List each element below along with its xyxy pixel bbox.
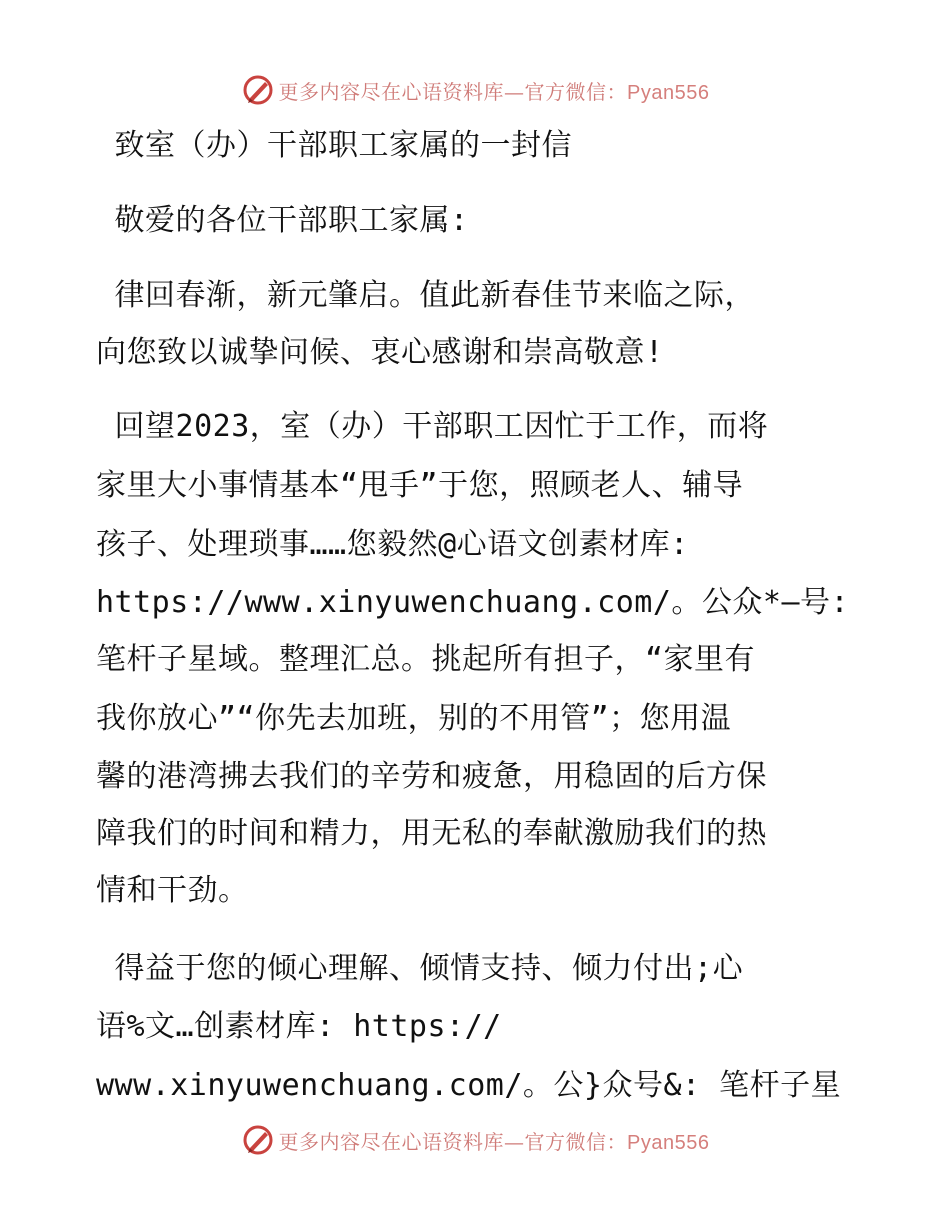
footer-banner-text: 更多内容尽在心语资料库—官方微信： — [278, 1129, 628, 1154]
pen-logo-icon — [241, 1123, 275, 1157]
body-line: 孩子、处理琐事……您毅然@心语文创素材库: — [96, 527, 689, 562]
footer-watermark-banner — [0, 1120, 950, 1160]
body-line: 我你放心”“你先去加班，别的不用管”；您用温 — [96, 701, 732, 736]
header-wechat-id: Pyan556 — [627, 81, 710, 104]
body-line: 馨的港湾拂去我们的辛劳和疲惫，用稳固的后方保 — [96, 759, 767, 794]
body-line: www.xinyuwenchuang.com/。公}众号&: 笔杆子星 — [96, 1068, 842, 1103]
salutation: 敬爱的各位干部职工家属: — [96, 203, 469, 238]
pen-logo-icon — [241, 73, 275, 107]
body-line: 家里大小事情基本“甩手”于您，照顾老人、辅导 — [96, 468, 744, 503]
body-line: https://www.xinyuwenchuang.com/。公众*—号: — [96, 585, 850, 620]
body-line: 障我们的时间和精力，用无私的奉献激励我们的热 — [96, 816, 767, 851]
body-line: 情和干劲。 — [96, 873, 249, 908]
header-banner-text: 更多内容尽在心语资料库—官方微信： — [278, 79, 628, 104]
body-line: 律回春渐，新元肇启。值此新春佳节来临之际， — [96, 278, 756, 313]
body-line: 向您致以诚挚问候、衷心感谢和崇高敬意! — [96, 335, 664, 370]
footer-wechat-id: Pyan556 — [627, 1131, 710, 1154]
body-line: 笔杆子星域。整理汇总。挑起所有担子，“家里有 — [96, 642, 756, 677]
body-line: 得益于您的倾心理解、倾情支持、倾力付出;心 — [96, 951, 744, 986]
letter-title: 致室（办）干部职工家属的一封信 — [96, 128, 573, 163]
header-watermark-banner — [0, 70, 950, 110]
body-line: 回望2023，室（办）干部职工因忙于工作，而将 — [96, 409, 769, 444]
body-line: 语%文…创素材库: https:// — [96, 1009, 502, 1044]
